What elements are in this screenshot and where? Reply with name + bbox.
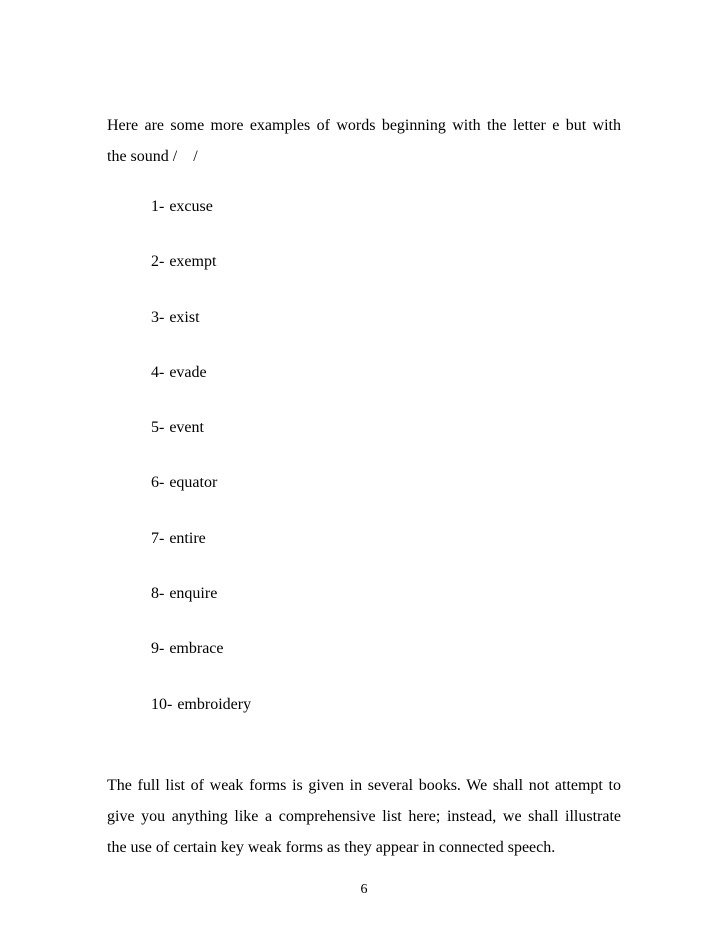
list-item	[151, 633, 251, 688]
list-item-number: 5-	[151, 419, 165, 437]
outro-line-3: the use of certain key weak forms as they appear in connected speech.	[107, 839, 556, 856]
list-item-number: 3-	[151, 308, 165, 326]
intro-paragraph	[107, 110, 621, 172]
list-item	[151, 357, 251, 412]
list-item-word: excuse	[169, 198, 213, 215]
list-item	[151, 412, 251, 467]
list-item	[151, 467, 251, 522]
outro-paragraph	[107, 770, 621, 863]
list-item-word: evade	[169, 363, 207, 381]
list-item-number: 6-	[151, 474, 165, 492]
list-item-word: exempt	[169, 253, 217, 271]
list-item-word: equator	[169, 474, 218, 492]
list-item-number: 2-	[151, 253, 165, 271]
outro-line-1: The full list of weak forms is given in several books. We shall not attempt to	[107, 777, 621, 794]
list-item-word: entire	[169, 529, 206, 547]
intro-line-1: Here are some more examples of words beginning with the letter e but with	[107, 117, 621, 134]
list-item-number: 1-	[151, 198, 165, 215]
list-item-number: 9-	[151, 640, 165, 658]
list-item-word: event	[169, 419, 204, 437]
intro-line-2: the sound / /	[107, 148, 198, 165]
list-item	[151, 578, 251, 633]
list-item	[151, 523, 251, 578]
list-item-number: 7-	[151, 529, 165, 547]
list-item	[151, 191, 251, 246]
list-item-number: 10-	[151, 695, 173, 713]
list-item-word: embroidery	[177, 695, 252, 713]
list-item	[151, 246, 251, 301]
list-item-word: enquire	[169, 585, 218, 603]
outro-line-2: give you anything like a comprehensive list here; instead, we shall illustrate	[107, 808, 621, 825]
list-item-number: 8-	[151, 585, 165, 603]
list-item-word: exist	[169, 308, 200, 326]
example-word-list	[151, 191, 251, 744]
page-number: 6	[360, 882, 368, 897]
list-item-number: 4-	[151, 363, 165, 381]
list-item	[151, 302, 251, 357]
list-item-word: embrace	[169, 640, 224, 658]
list-item	[151, 689, 251, 744]
